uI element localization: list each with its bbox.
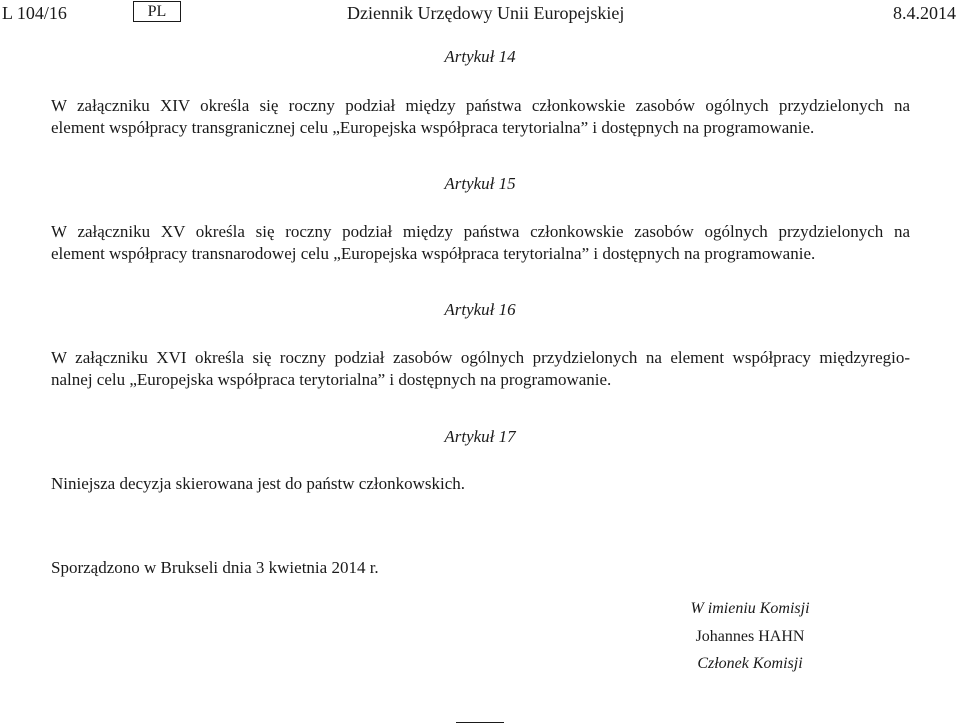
article-14-line: element współpracy transgranicznej celu „Europejska współpraca terytorialna” i dostępnych na programowanie. (51, 118, 815, 137)
article-14-title: Artykuł 14 (444, 47, 516, 66)
signature-for: W imieniu Komisji (690, 600, 810, 617)
journal-title: Dziennik Urzędowy Unii Europejskiej (347, 3, 625, 23)
article-15-title: Artykuł 15 (444, 174, 516, 193)
page-reference: L 104/16 (2, 3, 67, 23)
footer-rule (456, 722, 504, 723)
signatory-role: Członek Komisji (697, 655, 803, 672)
language-badge: PL (133, 1, 181, 22)
article-17-text: Niniejsza decyzja skierowana jest do państw członkowskich. (51, 474, 466, 493)
page-header (0, 0, 960, 26)
article-17-title: Artykuł 17 (444, 427, 516, 446)
article-15-line: W załączniku XV określa się roczny podział między państwa członkowskie zasobów ogólnych przydzielonych na (51, 222, 910, 241)
article-15-text (51, 221, 910, 265)
article-16-text (51, 347, 910, 391)
article-16-line: W załączniku XVI określa się roczny podział zasobów ogólnych przydzielonych na element współpracy międzyregio- (51, 348, 910, 367)
article-14-text (51, 95, 910, 139)
article-14-line: W załączniku XIV określa się roczny podział między państwa członkowskie zasobów ogólnych przydzielonych na (51, 96, 910, 115)
signatory-name: Johannes HAHN (695, 628, 805, 645)
article-15-line: element współpracy transnarodowej celu „Europejska współpraca terytorialna” i dostępnych na programowanie. (51, 244, 816, 263)
article-16-line: nalnej celu „Europejska współpraca terytorialna” i dostępnych na programowanie. (51, 370, 612, 389)
publication-date: 8.4.2014 (893, 3, 956, 23)
done-at-statement: Sporządzono w Brukseli dnia 3 kwietnia 2014 r. (51, 558, 379, 577)
article-16-title: Artykuł 16 (444, 300, 516, 319)
